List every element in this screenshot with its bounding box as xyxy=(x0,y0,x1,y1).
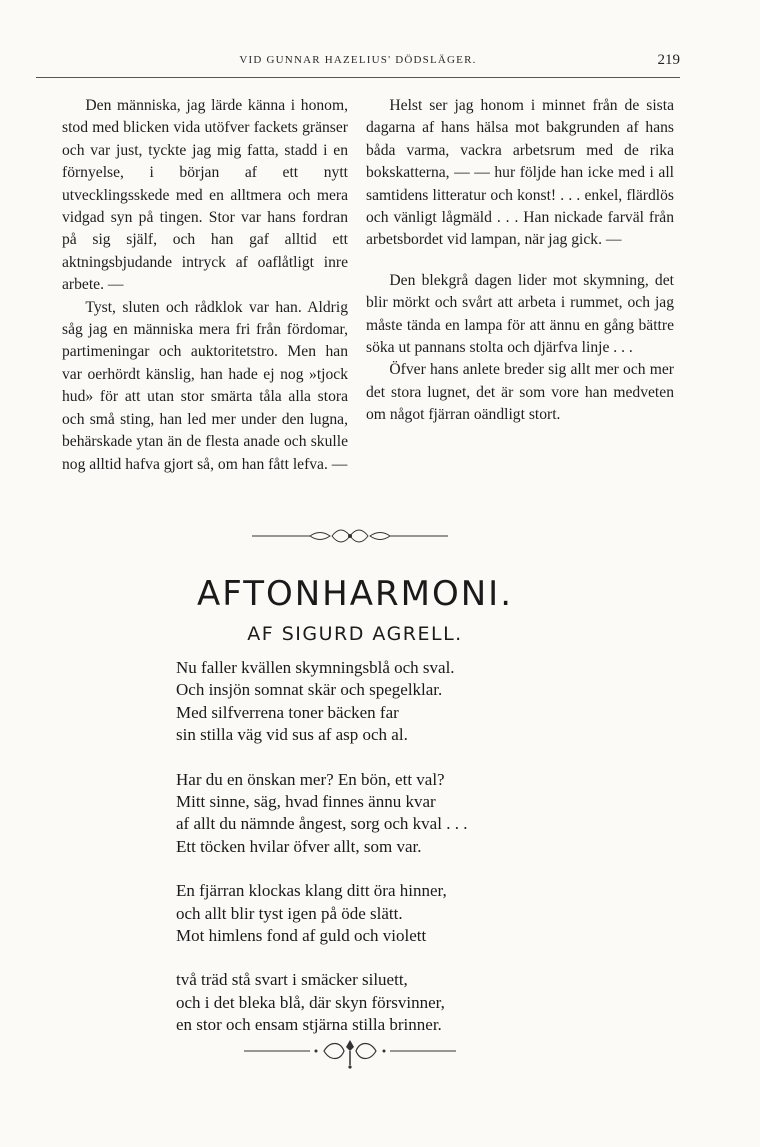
paragraph: Tyst, sluten och rådklok var han. Aldrig såg jag en människa mera fri från fördomar, partimeningar och auktoritetstro. Men han var oerhördt känslig, han hade ej nog »tjock hud» för att utan stor smärta tåla alla stora och små sting, han led mer under den lugna, behärskade ytan än de flesta anade och skulle nog alltid hafva gjort så, om han fått lefva. — xyxy=(62,298,348,473)
right-column xyxy=(366,95,674,427)
header-rule xyxy=(36,77,680,78)
poem-line: en stor och ensam stjärna stilla brinner. xyxy=(176,1015,442,1035)
poem-line: Nu faller kvällen skymningsblå och sval. xyxy=(176,658,455,677)
poem-line: af allt du nämnde ångest, sorg och kval . . . xyxy=(176,814,468,834)
paragraph: Helst ser jag honom i minnet från de sista dagarna af hans hälsa mot bakgrunden af hans båda varma, vackra arbetsrum med de rika bokskatterna, — — hur följde han icke med i all samtidens litteratur och konst! . . . enkel, flärdlös och vänligt lågmäld . . . Han nickade farväl från arbetsbordet vid lampan, när jag gick. — xyxy=(366,97,674,249)
paragraph: Den människa, jag lärde känna i honom, stod med blicken vida utöfver fackets gränser och var just, tyckte jag mig fatta, stadd i en förnyelse, i början af ett nytt utvecklingsskede med en alltmera och mera vidgad syn på tingen. Stor var hans fordran på sig själf, och han gaf alltid ett aktningsbjudande intryck af oaflåtligt inre arbete. — xyxy=(62,97,348,294)
poem-line: Med silfverrena toner bäcken far xyxy=(176,702,399,722)
stanza xyxy=(176,969,556,1036)
poem-line: Mitt sinne, säg, hvad finnes ännu kvar xyxy=(176,792,436,812)
section-ornament xyxy=(250,526,450,546)
page-header xyxy=(36,52,680,74)
poem-line: Mot himlens fond af guld och violett xyxy=(176,926,427,946)
left-column xyxy=(62,95,348,476)
poem-line: och i det bleka blå, där skyn försvinner, xyxy=(176,992,445,1012)
stanza xyxy=(176,769,556,859)
poem-line: Har du en önskan mer? En bön, ett val? xyxy=(176,769,445,789)
poem-body xyxy=(176,657,556,1059)
stanza xyxy=(176,880,556,947)
paragraph: Den blekgrå dagen lider mot skymning, det blir mörkt och svårt att arbeta i rummet, och jag måste tända en lampa för att ännu en gång bättre söka ut pannans stolta och djärfva linje . . . xyxy=(366,271,674,357)
running-title: VID GUNNAR HAZELIUS' DÖDSLÄGER. xyxy=(239,54,477,66)
stanza xyxy=(176,657,556,747)
poem-title: AFTONHARMONI. xyxy=(197,574,513,614)
poem-author: AF SIGURD AGRELL. xyxy=(247,623,463,645)
poem-line: och allt blir tyst igen på öde slätt. xyxy=(176,903,403,923)
poem-line: Och insjön somnat skär och spegelklar. xyxy=(176,680,443,700)
poem-line: två träd stå svart i smäcker siluett, xyxy=(176,970,408,990)
poem-line: Ett töcken hvilar öfver allt, som var. xyxy=(176,836,422,856)
page-number: 219 xyxy=(657,52,680,68)
end-ornament xyxy=(240,1037,460,1071)
poem-line: En fjärran klockas klang ditt öra hinner, xyxy=(176,881,447,901)
paragraph: Öfver hans anlete breder sig allt mer och mer det stora lugnet, det är som vore han medveten om något fjärran oändligt stort. xyxy=(366,361,674,424)
poem-line: sin stilla väg vid sus af asp och al. xyxy=(176,725,408,745)
